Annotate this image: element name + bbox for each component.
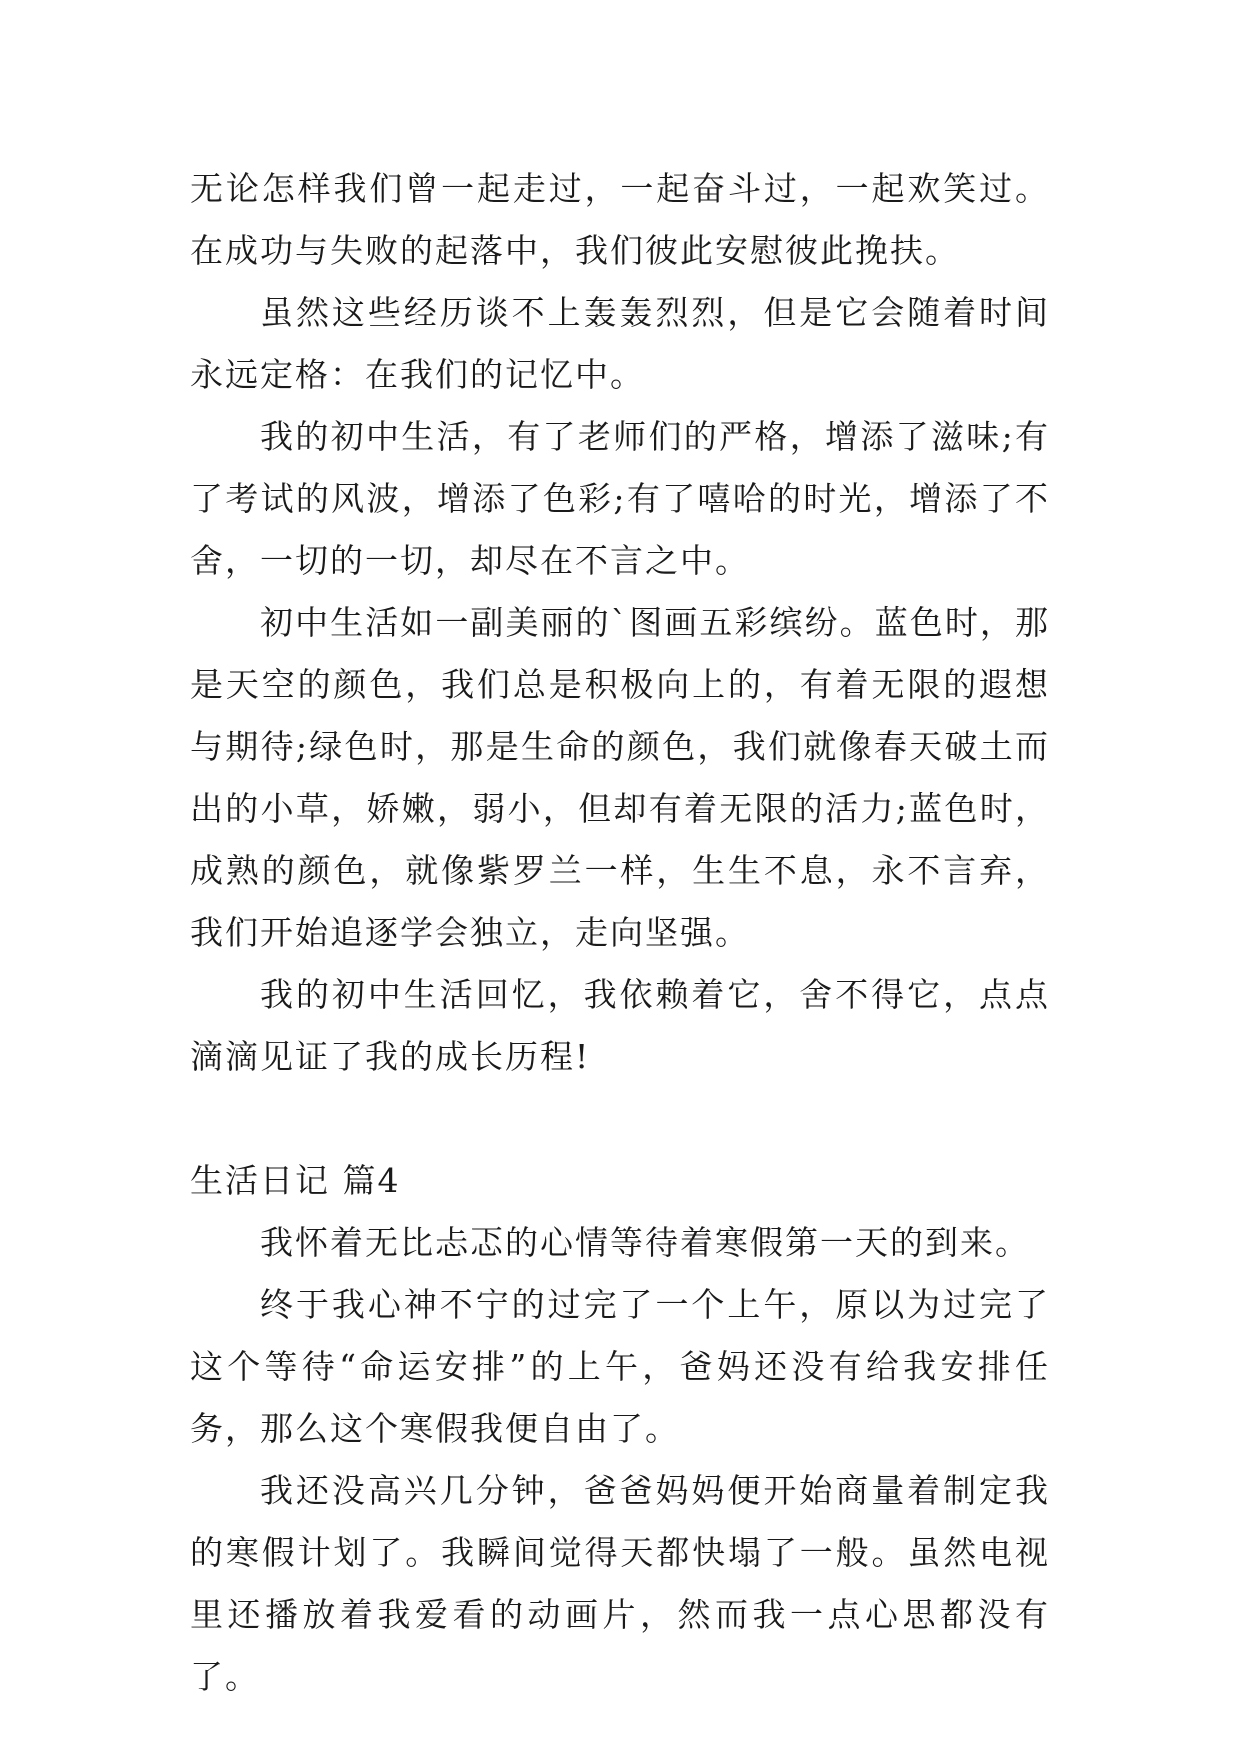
paragraph: 我还没高兴几分钟，爸爸妈妈便开始商量着制定我的寒假计划了。我瞬间觉得天都快塌了一般。虽然电视里还播放着我爱看的动画片，然而我一点心思都没有了。	[190, 1471, 1050, 1696]
paragraph: 我的初中生活回忆，我依赖着它，舍不得它，点点滴滴见证了我的成长历程!	[190, 975, 1050, 1076]
paragraph: 我怀着无比忐忑的心情等待着寒假第一天的到来。	[260, 1223, 1030, 1262]
document-body	[190, 158, 1050, 1708]
paragraph: 虽然这些经历谈不上轰轰烈烈，但是它会随着时间永远定格：在我们的记忆中。	[190, 293, 1050, 394]
paragraph: 终于我心神不宁的过完了一个上午，原以为过完了这个等待“命运安排”的上午，爸妈还没有给我安排任务，那么这个寒假我便自由了。	[190, 1285, 1050, 1448]
paragraph: 初中生活如一副美丽的`图画五彩缤纷。蓝色时，那是天空的颜色，我们总是积极向上的，有着无限的遐想与期待;绿色时，那是生命的颜色，我们就像春天破土而出的小草，娇嫩，弱小，但却有着无限的活力;蓝色时，成熟的颜色，就像紫罗兰一样，生生不息，永不言弃，我们开始追逐学会独立，走向坚强。	[190, 603, 1050, 952]
paragraph: 无论怎样我们曾一起走过，一起奋斗过，一起欢笑过。在成功与失败的起落中，我们彼此安慰彼此挽扶。	[190, 169, 1050, 270]
section-title: 生活日记 篇4	[190, 1161, 401, 1200]
paragraph: 我的初中生活，有了老师们的严格，增添了滋味;有了考试的风波，增添了色彩;有了嘻哈的时光，增添了不舍，一切的一切，却尽在不言之中。	[190, 417, 1050, 580]
